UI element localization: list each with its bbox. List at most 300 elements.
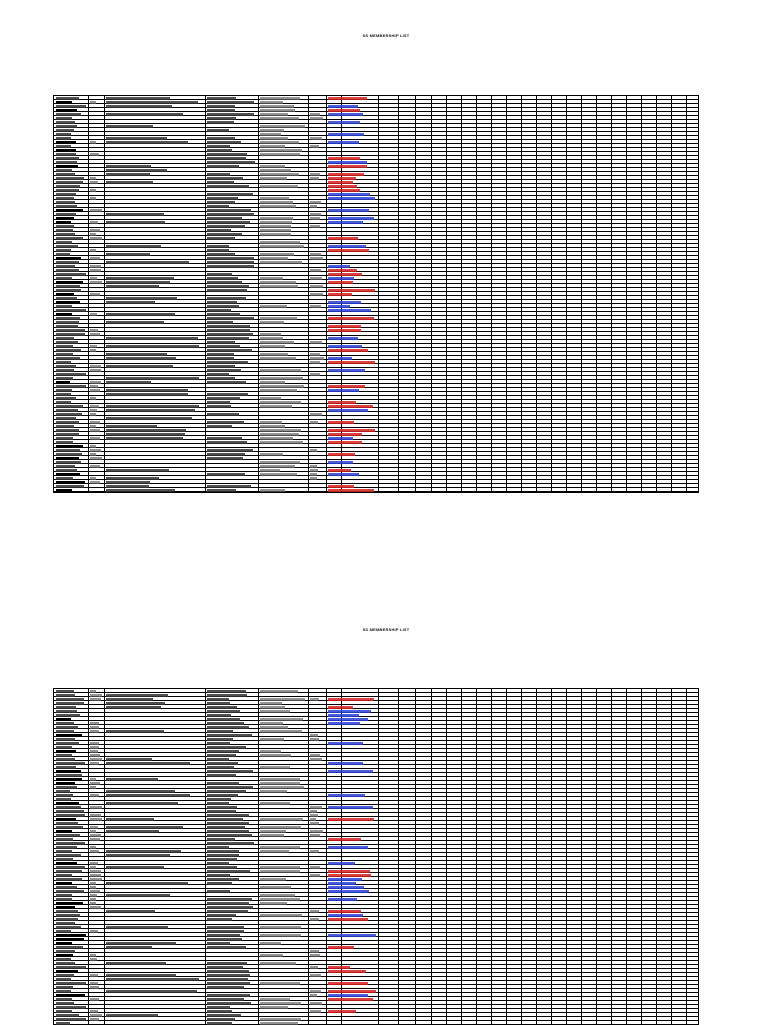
table-cell [56, 109, 77, 112]
table-cell [56, 229, 73, 232]
table-cell [90, 453, 96, 456]
table-cell [56, 297, 77, 300]
page-title: SS MEMBERSHIP LIST [362, 33, 410, 38]
table-cell [56, 702, 84, 705]
table-cell [260, 926, 301, 929]
table-cell [56, 145, 71, 148]
table-cell [207, 714, 231, 717]
table-cell [207, 149, 232, 152]
table-cell [56, 457, 79, 460]
table-cell [106, 389, 188, 392]
table-cell [207, 866, 237, 869]
table-cell [207, 946, 246, 949]
table-cell [260, 1006, 288, 1009]
table-cell [260, 998, 290, 1001]
table-cell [56, 722, 74, 725]
table-cell [260, 934, 301, 937]
table-cell [90, 754, 100, 757]
table-cell [260, 437, 293, 440]
table-cell [56, 245, 78, 248]
table-cell [328, 421, 354, 424]
table-cell [106, 910, 155, 913]
table-cell [260, 285, 298, 288]
table-cell [207, 790, 246, 793]
table-cell [56, 421, 79, 424]
table-cell [106, 113, 183, 116]
table-cell [260, 117, 299, 120]
table-cell [106, 826, 183, 829]
table-cell [56, 778, 82, 781]
table-cell [207, 934, 240, 937]
table-cell [106, 942, 176, 945]
column-rule [611, 96, 612, 492]
table-cell [207, 966, 243, 969]
table-cell [106, 337, 198, 340]
table-cell [90, 958, 97, 961]
table-cell [207, 229, 231, 232]
table-cell [310, 834, 320, 837]
page-title: SS MEMBERSHIP LIST [362, 627, 410, 632]
table-cell [106, 850, 181, 853]
table-cell [56, 1006, 86, 1009]
table-cell [106, 758, 152, 761]
table-cell [207, 173, 230, 176]
table-cell [328, 385, 365, 388]
table-cell [56, 942, 72, 945]
table-cell [207, 245, 229, 248]
table-cell [90, 726, 99, 729]
table-cell [56, 141, 76, 144]
table-cell [56, 874, 72, 877]
table-cell [310, 830, 323, 833]
table-cell [328, 245, 366, 248]
table-cell [207, 141, 241, 144]
table-cell [56, 177, 84, 180]
table-cell [56, 205, 77, 208]
table-cell [56, 361, 71, 364]
table-cell [260, 425, 285, 428]
table-cell [260, 754, 291, 757]
column-rule [88, 689, 89, 1025]
table-cell [56, 898, 72, 901]
table-cell [207, 890, 230, 893]
table-cell [328, 265, 350, 268]
table-cell [56, 750, 76, 753]
table-cell [328, 185, 357, 188]
table-cell [56, 249, 71, 252]
table-cell [90, 750, 98, 753]
table-cell [207, 101, 254, 104]
table-cell [260, 818, 303, 821]
table-cell [106, 485, 149, 488]
table-cell [106, 381, 151, 384]
table-cell [260, 870, 300, 873]
table-cell [56, 954, 73, 957]
table-cell [90, 429, 100, 432]
table-cell [310, 1002, 322, 1005]
table-cell [207, 449, 253, 452]
table-cell [260, 710, 290, 713]
table-cell [207, 305, 239, 308]
table-cell [310, 277, 322, 280]
table-cell [207, 698, 229, 701]
table-cell [207, 962, 247, 965]
column-rule [536, 96, 537, 492]
table-cell [207, 914, 236, 917]
table-cell [207, 738, 233, 741]
table-cell [90, 818, 102, 821]
table-cell [328, 165, 367, 168]
table-cell [56, 113, 81, 116]
table-cell [260, 337, 283, 340]
column-rule [641, 96, 642, 492]
table-cell [56, 221, 71, 224]
membership-table [53, 688, 699, 1025]
table-cell [260, 473, 297, 476]
table-cell [106, 433, 185, 436]
table-cell [90, 409, 97, 412]
table-cell [56, 201, 75, 204]
table-cell [90, 349, 96, 352]
table-cell [56, 978, 71, 981]
table-cell [328, 189, 360, 192]
table-cell [90, 381, 101, 384]
column-rule [536, 689, 537, 1025]
table-cell [106, 137, 167, 140]
table-cell [56, 253, 70, 256]
table-cell [90, 778, 96, 781]
table-cell [56, 261, 79, 264]
table-cell [90, 457, 102, 460]
table-cell [56, 998, 72, 1001]
table-cell [328, 309, 371, 312]
table-cell [207, 281, 242, 284]
column-rule [326, 96, 327, 492]
table-cell [310, 698, 319, 701]
table-cell [106, 101, 198, 104]
table-cell [56, 309, 86, 312]
column-rule [398, 689, 399, 1025]
table-cell [207, 221, 250, 224]
table-cell [56, 485, 84, 488]
table-cell [56, 834, 80, 837]
table-cell [56, 273, 86, 276]
table-cell [310, 137, 322, 140]
table-cell [90, 369, 101, 372]
table-cell [328, 337, 358, 340]
table-cell [90, 902, 96, 905]
table-cell [260, 153, 300, 156]
table-cell [90, 742, 99, 745]
table-cell [260, 902, 287, 905]
table-cell [56, 413, 82, 416]
table-cell [56, 289, 81, 292]
table-cell [328, 946, 354, 949]
table-cell [260, 421, 282, 424]
table-cell [260, 718, 303, 721]
table-cell [328, 269, 357, 272]
table-cell [56, 313, 72, 316]
table-cell [207, 257, 254, 260]
table-cell [328, 489, 374, 492]
table-cell [328, 157, 360, 160]
table-cell [260, 706, 285, 709]
table-cell [56, 189, 79, 192]
table-cell [56, 129, 74, 132]
table-cell [207, 373, 229, 376]
table-cell [90, 794, 99, 797]
table-cell [207, 1014, 241, 1017]
table-cell [106, 173, 150, 176]
table-cell [207, 854, 239, 857]
table-cell [310, 473, 317, 476]
table-cell [207, 165, 239, 168]
table-cell [106, 417, 192, 420]
table-cell [56, 794, 73, 797]
table-cell [56, 197, 74, 200]
table-cell [106, 778, 158, 781]
table-cell [207, 754, 236, 757]
table-cell [207, 734, 252, 737]
table-cell [106, 854, 170, 857]
table-cell [260, 397, 281, 400]
table-cell [310, 225, 320, 228]
column-rule [378, 96, 379, 492]
table-cell [207, 377, 235, 380]
table-cell [207, 213, 254, 216]
table-cell [56, 241, 72, 244]
table-cell [106, 481, 150, 484]
table-cell [260, 241, 300, 244]
table-cell [207, 918, 232, 921]
table-cell [207, 898, 252, 901]
table-cell [106, 393, 188, 396]
column-rule [205, 96, 206, 492]
table-cell [56, 365, 76, 368]
table-cell [328, 97, 367, 100]
table-cell [90, 866, 96, 869]
table-cell [328, 121, 360, 124]
table-cell [56, 770, 81, 773]
table-cell [106, 377, 199, 380]
table-cell [56, 706, 76, 709]
table-cell [56, 185, 80, 188]
table-cell [260, 790, 287, 793]
table-cell [90, 101, 96, 104]
table-cell [56, 265, 75, 268]
table-cell [106, 962, 166, 965]
table-cell [56, 946, 83, 949]
table-cell [90, 209, 102, 212]
table-cell [90, 850, 99, 853]
table-cell [260, 786, 304, 789]
table-cell [310, 814, 318, 817]
table-cell [207, 730, 233, 733]
table-cell [56, 97, 79, 100]
table-cell [56, 970, 78, 973]
table-cell [310, 810, 317, 813]
table-cell [56, 325, 78, 328]
table-cell [106, 353, 167, 356]
table-cell [90, 281, 102, 284]
table-cell [56, 409, 78, 412]
table-cell [56, 826, 83, 829]
table-cell [260, 221, 292, 224]
table-cell [207, 309, 231, 312]
table-cell [56, 333, 85, 336]
table-cell [106, 405, 199, 408]
table-cell [207, 289, 247, 292]
table-cell [106, 213, 164, 216]
table-cell [310, 113, 320, 116]
table-cell [260, 129, 284, 132]
table-cell [328, 405, 373, 408]
table-cell [260, 914, 302, 917]
table-cell [207, 902, 249, 905]
table-cell [56, 369, 74, 372]
table-cell [56, 782, 75, 785]
table-cell [56, 481, 85, 484]
table-cell [207, 762, 238, 765]
table-cell [56, 341, 78, 344]
table-cell [56, 381, 70, 384]
table-cell [328, 273, 362, 276]
table-cell [260, 345, 285, 348]
table-cell [207, 453, 245, 456]
table-cell [106, 974, 176, 977]
table-cell [56, 886, 77, 889]
table-cell [106, 365, 173, 368]
table-cell [207, 746, 246, 749]
table-cell [56, 974, 74, 977]
table-cell [328, 1010, 356, 1013]
table-cell [207, 798, 231, 801]
table-cell [310, 205, 317, 208]
table-cell [328, 401, 356, 404]
table-cell [106, 489, 175, 492]
table-cell [260, 173, 299, 176]
table-cell [328, 838, 361, 841]
table-cell [56, 237, 83, 240]
table-cell [56, 217, 74, 220]
table-cell [328, 818, 374, 821]
table-cell [260, 429, 301, 432]
table-cell [106, 477, 159, 480]
column-rule [611, 689, 612, 1025]
table-cell [260, 401, 301, 404]
table-cell [207, 826, 245, 829]
table-cell [56, 461, 81, 464]
table-cell [207, 353, 234, 356]
table-cell [90, 233, 96, 236]
table-cell [56, 425, 74, 428]
table-cell [56, 349, 81, 352]
table-cell [56, 305, 72, 308]
column-rule [656, 96, 657, 492]
table-cell [207, 397, 240, 400]
table-cell [328, 441, 362, 444]
table-cell [56, 137, 71, 140]
table-cell [207, 786, 253, 789]
table-cell [56, 918, 78, 921]
table-cell [328, 237, 358, 240]
table-cell [90, 690, 96, 693]
table-cell [207, 718, 240, 721]
table-cell [90, 277, 97, 280]
table-cell [328, 898, 357, 901]
table-cell [260, 205, 296, 208]
column-rule [596, 689, 597, 1025]
table-cell [90, 894, 97, 897]
table-cell [260, 830, 286, 833]
column-rule [581, 689, 582, 1025]
table-cell [207, 113, 254, 116]
table-cell [90, 329, 98, 332]
table-cell [328, 317, 374, 320]
table-cell [310, 421, 318, 424]
table-cell [56, 814, 85, 817]
table-cell [56, 746, 72, 749]
table-cell [310, 253, 321, 256]
table-cell [56, 465, 75, 468]
table-cell [328, 133, 364, 136]
table-cell [207, 401, 230, 404]
table-cell [310, 954, 320, 957]
table-cell [90, 249, 96, 252]
table-cell [207, 926, 244, 929]
table-cell [328, 878, 362, 881]
table-cell [90, 365, 101, 368]
table-cell [56, 910, 78, 913]
table-cell [207, 177, 243, 180]
table-cell [56, 173, 75, 176]
column-rule [671, 689, 672, 1025]
table-cell [207, 285, 249, 288]
table-cell [56, 357, 80, 360]
table-cell [207, 1006, 230, 1009]
table-cell [207, 185, 249, 188]
table-cell [90, 345, 97, 348]
table-cell [56, 1018, 86, 1021]
table-cell [90, 998, 99, 1001]
table-cell [90, 397, 96, 400]
table-cell [90, 1014, 102, 1017]
table-cell [260, 377, 303, 380]
table-cell [260, 722, 283, 725]
membership-table [53, 95, 699, 493]
table-cell [310, 994, 317, 997]
table-cell [207, 349, 252, 352]
table-cell [328, 994, 368, 997]
table-cell [56, 878, 82, 881]
table-cell [56, 209, 83, 212]
table-cell [310, 217, 320, 220]
table-cell [106, 946, 152, 949]
table-cell [90, 762, 99, 765]
table-cell [207, 97, 236, 100]
table-cell [56, 317, 80, 320]
table-cell [90, 257, 100, 260]
table-cell [90, 806, 102, 809]
table-cell [207, 758, 229, 761]
table-cell [260, 225, 291, 228]
table-cell [56, 726, 78, 729]
table-cell [310, 866, 320, 869]
table-cell [310, 173, 320, 176]
table-cell [56, 397, 76, 400]
table-cell [207, 706, 237, 709]
table-cell [260, 954, 283, 957]
